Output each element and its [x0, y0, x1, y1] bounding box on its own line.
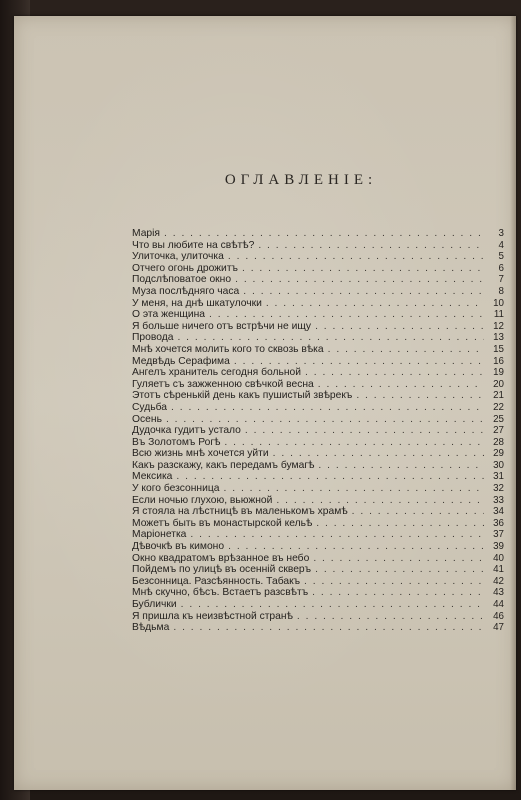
toc-entry: [132, 576, 504, 588]
book-page: [14, 16, 516, 790]
toc-entry: [132, 518, 504, 530]
toc-entry: [132, 263, 504, 275]
toc-entry: [132, 529, 504, 541]
toc-entry-page: 30: [493, 459, 504, 471]
toc-entry-page: 29: [493, 448, 504, 460]
toc-entry-page: 43: [493, 587, 504, 599]
toc-entry: [132, 437, 504, 449]
toc-entry-page: 40: [493, 552, 504, 564]
toc-leader-dots: [316, 518, 484, 530]
toc-entry-title: Какъ разскажу, какъ передамъ бумагѣ: [132, 459, 315, 471]
toc-entry-page: 20: [493, 378, 504, 390]
toc-entry: [132, 622, 504, 634]
toc-entry-page: 36: [493, 517, 504, 529]
toc-entry-page: 46: [493, 610, 504, 622]
toc-entry-title: Мнѣ скучно, бѣсъ. Встаетъ разсвѣтъ: [132, 587, 309, 599]
toc-entry-page: 12: [493, 320, 504, 332]
toc-leader-dots: [297, 611, 484, 623]
toc-entry-page: 34: [493, 506, 504, 518]
toc-leader-dots: [313, 553, 484, 565]
toc-list: [132, 228, 504, 634]
toc-entry-title: Если ночью глухою, вьюжной: [132, 494, 273, 506]
toc-entry: [132, 332, 504, 344]
toc-entry: [132, 471, 504, 483]
toc-entry-page: 15: [493, 343, 504, 355]
toc-entry: [132, 506, 504, 518]
toc-leader-dots: [209, 309, 484, 321]
toc-entry-title: Марія: [132, 228, 161, 239]
page-edge-shadow: [510, 16, 516, 790]
toc-leader-dots: [304, 576, 484, 588]
toc-entry-page: 16: [493, 355, 504, 367]
toc-entry-title: Гуляетъ съ зажженною свѣчкой весна: [132, 378, 314, 390]
toc-entry-title: Мнѣ хочется молить кого то сквозь вѣка: [132, 343, 324, 355]
toc-entry: [132, 587, 504, 599]
toc-entry: [132, 460, 504, 472]
toc-entry: [132, 541, 504, 553]
toc-leader-dots: [171, 402, 484, 414]
toc-entry: [132, 251, 504, 263]
toc-entry-title: Вѣдьма: [132, 622, 170, 634]
toc-entry-title: Въ Золотомъ Рогѣ: [132, 436, 221, 448]
toc-entry-page: 25: [493, 413, 504, 425]
toc-entry-page: 19: [493, 367, 504, 379]
toc-entry-title: Улиточка, улиточка: [132, 251, 224, 263]
toc-heading: ОГЛАВЛЕНІЕ:: [224, 172, 378, 188]
toc-entry: [132, 448, 504, 460]
toc-entry-page: 11: [493, 309, 504, 321]
toc-entry: [132, 356, 504, 368]
toc-leader-dots: [181, 599, 484, 611]
toc-leader-dots: [177, 332, 484, 344]
toc-leader-dots: [273, 448, 484, 460]
toc-entry-page: 8: [498, 285, 504, 297]
toc-entry-title: Мексика: [132, 471, 173, 483]
toc-entry-page: 10: [493, 297, 504, 309]
toc-entry-page: 44: [493, 599, 504, 610]
toc-entry-page: 39: [493, 541, 504, 553]
toc-entry: [132, 495, 504, 507]
toc-entry-title: У кого безсонница: [132, 483, 220, 495]
toc-entry-page: 13: [493, 332, 504, 344]
toc-leader-dots: [315, 321, 484, 333]
toc-entry-title: О эта женщина: [132, 309, 206, 321]
toc-entry-title: Окно квадратомъ врѣзанное въ небо: [132, 552, 310, 564]
toc-entry-page: 41: [493, 564, 504, 576]
toc-leader-dots: [164, 228, 484, 240]
toc-leader-dots: [224, 483, 485, 495]
toc-entry: [132, 228, 504, 240]
toc-entry: [132, 425, 504, 437]
toc-entry-title: Муза послѣдняго часа: [132, 285, 240, 297]
toc-leader-dots: [173, 622, 484, 634]
toc-entry: [132, 286, 504, 298]
toc-entry-page: 47: [493, 622, 504, 634]
toc-entry-title: Осень: [132, 413, 162, 425]
toc-entry-title: Маріонетка: [132, 529, 187, 541]
toc-entry-page: 4: [498, 239, 504, 251]
toc-entry-title: Ангелъ хранитель сегодня больной: [132, 367, 302, 379]
toc-entry-title: Дѣвочкѣ въ кимоно: [132, 541, 225, 553]
toc-entry: [132, 564, 504, 576]
toc-leader-dots: [242, 263, 484, 275]
toc-entry: [132, 367, 504, 379]
toc-leader-dots: [176, 471, 484, 483]
toc-entry: [132, 390, 504, 402]
toc-leader-dots: [228, 541, 484, 553]
toc-leader-dots: [166, 414, 484, 426]
toc-entry-page: 42: [493, 575, 504, 587]
toc-leader-dots: [318, 379, 484, 391]
toc-leader-dots: [305, 367, 484, 379]
toc-entry-title: Провода: [132, 332, 174, 344]
toc-entry: [132, 483, 504, 495]
toc-entry-title: У меня, на днѣ шкатулочки: [132, 297, 262, 309]
toc-entry: [132, 414, 504, 426]
toc-entry-page: 32: [493, 483, 504, 495]
toc-entry-title: Бублички: [132, 599, 177, 610]
toc-entry-page: 33: [493, 494, 504, 506]
toc-entry-title: Я пришла къ неизвѣстной странѣ: [132, 610, 293, 622]
toc-leader-dots: [315, 564, 484, 576]
toc-entry-title: Этотъ сѣренькій день какъ пушистый звѣрекъ: [132, 390, 353, 402]
toc-leader-dots: [224, 437, 484, 449]
toc-entry: [132, 321, 504, 333]
toc-leader-dots: [352, 506, 484, 518]
toc-entry-title: Безсонница. Разсѣянность. Табакъ: [132, 575, 301, 587]
toc-entry: [132, 553, 504, 565]
toc-entry: [132, 379, 504, 391]
toc-leader-dots: [234, 356, 484, 368]
toc-entry-page: 7: [498, 274, 504, 286]
toc-entry-title: Я стояла на лѣстницѣ въ маленькомъ храмѣ: [132, 506, 348, 518]
toc-entry-page: 37: [493, 529, 504, 541]
toc-entry-page: 21: [493, 390, 504, 402]
toc-entry-page: 28: [493, 436, 504, 448]
toc-entry-title: Всю жизнь мнѣ хочется уйти: [132, 448, 269, 460]
toc-entry-title: Что вы любите на свѣтѣ?: [132, 239, 255, 251]
toc-entry-title: Дудочка гудитъ устало: [132, 425, 241, 437]
toc-leader-dots: [245, 425, 484, 437]
toc-entry-title: Подслѣповатое окно: [132, 274, 232, 286]
toc-leader-dots: [356, 390, 484, 402]
toc-entry-page: 6: [498, 262, 504, 274]
toc-entry: [132, 274, 504, 286]
toc-entry: [132, 402, 504, 414]
toc-leader-dots: [190, 529, 484, 541]
toc-entry-title: Медвѣдь Серафима: [132, 355, 230, 367]
toc-leader-dots: [266, 298, 484, 310]
toc-leader-dots: [228, 251, 484, 263]
toc-entry-page: 22: [493, 401, 504, 413]
toc-entry-title: Я больше ничего отъ встрѣчи не ищу: [132, 320, 312, 332]
toc-entry: [132, 599, 504, 611]
toc-entry: [132, 611, 504, 623]
toc-entry-page: 3: [498, 228, 504, 239]
toc-entry-title: Отчего огонь дрожитъ: [132, 262, 238, 274]
toc-entry-title: Судьба: [132, 401, 168, 413]
toc-leader-dots: [276, 495, 484, 507]
toc-leader-dots: [318, 460, 484, 472]
toc-entry: [132, 309, 504, 321]
toc-entry: [132, 344, 504, 356]
toc-leader-dots: [235, 274, 484, 286]
toc-entry-page: 27: [493, 425, 504, 437]
toc-entry-page: 31: [493, 471, 504, 483]
toc-leader-dots: [312, 587, 484, 599]
toc-entry: [132, 240, 504, 252]
toc-entry-title: Можетъ быть въ монастырской кельѣ: [132, 517, 313, 529]
toc-entry: [132, 298, 504, 310]
toc-leader-dots: [328, 344, 484, 356]
toc-entry-title: Пойдемъ по улицѣ въ осенній скверъ: [132, 564, 312, 576]
toc-leader-dots: [243, 286, 484, 298]
toc-leader-dots: [258, 240, 484, 252]
toc-entry-page: 5: [498, 251, 504, 263]
